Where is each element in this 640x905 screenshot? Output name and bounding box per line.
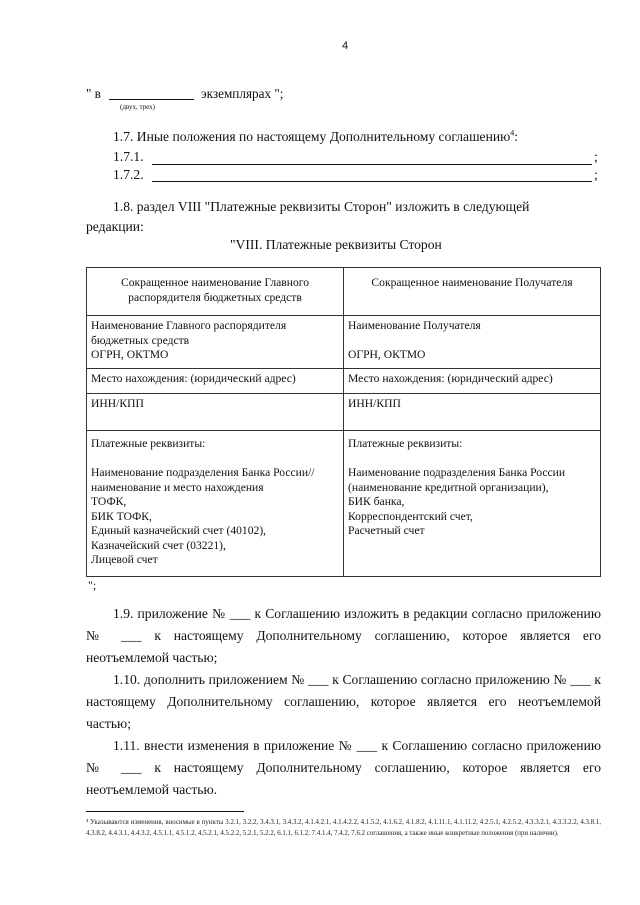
table-row	[87, 268, 601, 316]
r4-right-line: БИК банка,	[348, 495, 405, 508]
r4-left-line: БИК ТОФК,	[91, 509, 152, 523]
header-left	[87, 268, 344, 316]
r4-left-line: Наименование подразделения Банка России//наименование и место нахождения	[91, 466, 315, 494]
copies-hint: (двух, трех)	[120, 103, 155, 111]
r1-right-a: Наименование Получателя	[348, 319, 481, 332]
item-1-7-1-semicolon: ;	[594, 149, 598, 164]
r1-left-b: ОГРН, ОКТМО	[91, 348, 169, 361]
r3-right-text: ИНН/КПП	[348, 397, 401, 410]
r2-left	[87, 369, 344, 394]
header-right	[344, 268, 601, 316]
item-1-8-line2: редакции:	[86, 219, 144, 234]
r4-left-title: Платежные реквизиты:	[91, 437, 206, 450]
r4-right-title: Платежные реквизиты:	[348, 437, 463, 450]
r4-left-line: Единый казначейский счет (40102),	[91, 524, 267, 537]
table-row	[87, 316, 601, 369]
r4-right-line: Корреспондентский счет,	[348, 509, 473, 523]
page-number: 4	[342, 40, 349, 52]
requisites-table	[86, 267, 601, 577]
r4-left	[87, 431, 344, 577]
item-1-7-1-label: 1.7.1.	[113, 149, 144, 164]
item-1-7-text: 1.7. Иные положения по настоящему Дополнительному соглашению	[113, 129, 511, 144]
copies-prefix: " в	[86, 86, 101, 101]
r4-left-line: Казначейский счет (03221),	[91, 538, 226, 552]
r1-right-b: ОГРН, ОКТМО	[348, 348, 426, 361]
item-1-9: 1.9. приложение № ___ к Соглашению изложить в редакции согласно приложению № ___ к настоящему Дополнительному соглашению, которое является его неотъемлемой частью;	[86, 606, 601, 665]
header-right-text: Сокращенное наименование Получателя	[371, 276, 573, 289]
item-1-7-2-semicolon: ;	[594, 167, 598, 182]
item-1-7-2-blank	[152, 181, 592, 182]
footnote-text: ⁴ Указываются изменения, вносимые в пункты 3.2.1, 3.2.2, 3.4.3.1, 3.4.3.2, 4.1.4.2.1, 4.1.4.2.2, 4.1.5.2, 4.1.6.2, 4.1.8.2, 4.1.11.1, 4.1.11.2, 4.2.5.1, 4.2.5.2, 4.3.3.2.1, 4.3.3.2.2, 4.3.8.1, 4.3.8.2, 4.4.3.1, 4.4.3.2, 4.5.1.1, 4.5.1.2, 4.5.2.1, 4.5.2.2, 5.2.1, 5.2.2, 6.1.1, 6.1.2, 7.4.1.4, 7.4.2, 7.6.2 соглашения, а также иные конкретные положения (при наличии).	[86, 819, 601, 837]
item-1-8-line1: 1.8. раздел VIII "Платежные реквизиты Сторон" изложить в следующей	[113, 199, 530, 214]
r4-right-line: Расчетный счет	[348, 524, 425, 537]
item-1-10: 1.10. дополнить приложением № ___ к Соглашению согласно приложению № ___ к настоящему Дополнительному соглашению, которое является его неотъемлемой частью;	[86, 672, 601, 731]
item-1-7-1-blank	[152, 164, 592, 165]
r4-left-line: Лицевой счет	[91, 553, 158, 566]
r2-right	[344, 369, 601, 394]
item-1-7-colon: :	[514, 129, 519, 144]
table-row	[87, 394, 601, 431]
copies-blank	[109, 99, 194, 100]
r1-right	[344, 316, 601, 369]
copies-suffix: экземплярах ";	[201, 86, 284, 101]
item-1-7	[113, 129, 518, 145]
r4-right	[344, 431, 601, 577]
item-1-11: 1.11. внести изменения в приложение № ___ к Соглашению согласно приложению № ___ к настоящему Дополнительному соглашению, которое является его неотъемлемой частью.	[86, 738, 601, 797]
r1-left-a: Наименование Главного распорядителя бюджетных средств	[91, 319, 287, 347]
r3-left-text: ИНН/КПП	[91, 397, 144, 410]
r3-left	[87, 394, 344, 431]
footnote-separator	[86, 811, 244, 812]
r3-right	[344, 394, 601, 431]
footnote-ref: 4	[510, 128, 515, 138]
r2-left-text: Место нахождения: (юридический адрес)	[91, 372, 296, 385]
table-row	[87, 369, 601, 394]
item-1-7-2-label: 1.7.2.	[113, 167, 144, 182]
r1-left	[87, 316, 344, 369]
closing-quote: ";	[88, 578, 97, 592]
r4-left-line: ТОФК,	[91, 495, 127, 508]
r4-right-line: Наименование подразделения Банка России (наименование кредитной организации),	[348, 466, 566, 494]
r2-right-text: Место нахождения: (юридический адрес)	[348, 372, 553, 385]
section-title: "VIII. Платежные реквизиты Сторон	[230, 237, 442, 252]
header-left-text: Сокращенное наименование Главного распорядителя бюджетных средств	[120, 276, 310, 304]
table-row	[87, 431, 601, 577]
